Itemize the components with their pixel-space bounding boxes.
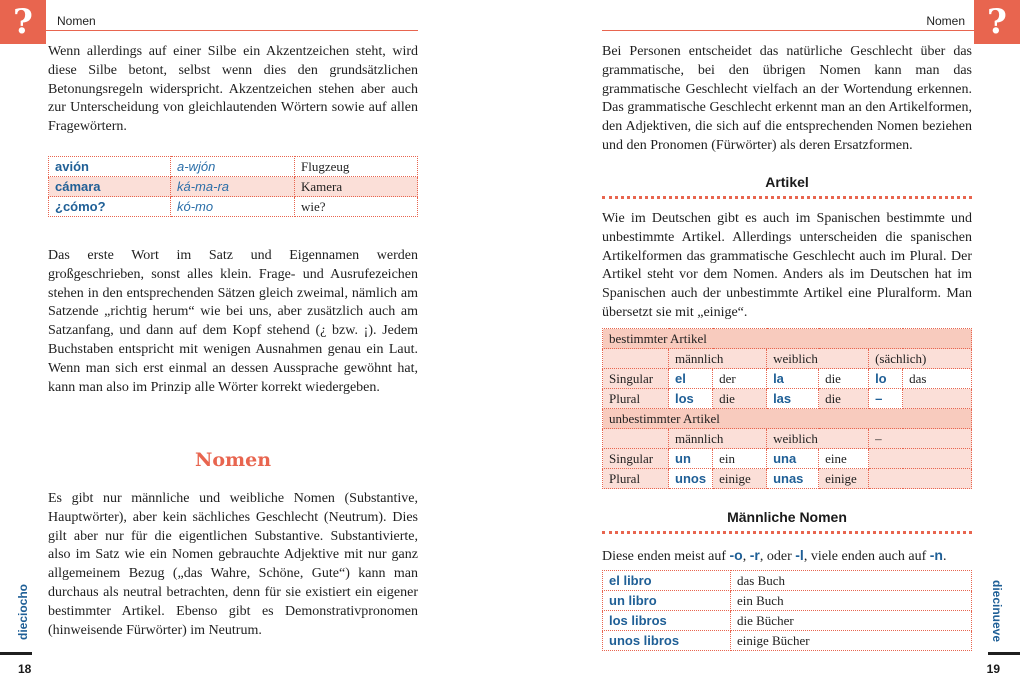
definite-article-label: bestimmter Artikel: [603, 329, 972, 349]
row-label: Plural: [603, 389, 669, 409]
neuter-cell: [869, 469, 972, 489]
empty-cell: [603, 429, 669, 449]
intro-text: , oder: [759, 549, 796, 564]
table-row: [49, 197, 418, 217]
table-row: [603, 429, 972, 449]
spanish-example: los libros: [603, 611, 731, 631]
header-rule: [602, 30, 974, 31]
german-word: Flugzeug: [295, 157, 418, 177]
spanish-article: un: [669, 449, 713, 469]
ending-r: -r: [749, 547, 760, 563]
table-row: [603, 389, 972, 409]
table-row: [603, 449, 972, 469]
german-article: das: [903, 369, 972, 389]
table-row: [603, 329, 972, 349]
dotted-rule: [602, 531, 972, 534]
spanish-word: avión: [49, 157, 171, 177]
spanish-article: unas: [767, 469, 819, 489]
german-article: eine: [819, 449, 869, 469]
row-label: Singular: [603, 449, 669, 469]
ending-o: -o: [729, 547, 743, 563]
empty-cell: [603, 349, 669, 369]
intro-text: .: [942, 549, 947, 564]
spanish-article: –: [869, 389, 903, 409]
dotted-rule: [602, 196, 972, 199]
right-page: [510, 0, 1020, 696]
spanish-example: unos libros: [603, 631, 731, 651]
german-article: die: [819, 369, 869, 389]
spanish-word: cámara: [49, 177, 171, 197]
table-row: [603, 571, 972, 591]
indefinite-article-label: unbestimmter Artikel: [603, 409, 972, 429]
header-rule: [46, 30, 418, 31]
pronunciation: ká-ma-ra: [171, 177, 295, 197]
table-row: [603, 349, 972, 369]
page-number: 19: [986, 662, 1000, 676]
spanish-article: la: [767, 369, 819, 389]
german-article: die: [819, 389, 869, 409]
masculine-intro: [602, 546, 972, 567]
spanish-article: los: [669, 389, 713, 409]
ending-l: -l: [795, 547, 804, 563]
spanish-article: el: [669, 369, 713, 389]
column-header: –: [869, 429, 972, 449]
german-article: einige: [713, 469, 767, 489]
ending-n: -n: [929, 547, 943, 563]
intro-text: , viele enden auch auf: [803, 549, 930, 564]
row-label: Plural: [603, 469, 669, 489]
article-table: [602, 328, 972, 489]
table-row: [603, 611, 972, 631]
table-row: [603, 631, 972, 651]
german-example: das Buch: [731, 571, 972, 591]
running-head: Nomen: [926, 14, 965, 28]
column-header: weiblich: [767, 429, 869, 449]
spanish-article: las: [767, 389, 819, 409]
row-label: Singular: [603, 369, 669, 389]
artikel-paragraph: Wie im Deutschen gibt es auch im Spanischen bestimmte und unbestimmte Artikel. Allerdings unterscheiden die spanischen Artikelformen das grammatische Geschlecht auch im Plural. Der Artikel steht vor dem Nomen. Anders als im Deutschen hat im Spanischen auch der unbestimmte Artikel eine Pluralform. Man übersetzt sie mit „einige“.: [602, 211, 972, 320]
table-row: [603, 591, 972, 611]
german-word: wie?: [295, 197, 418, 217]
pronunciation: kó-mo: [171, 197, 295, 217]
table-row: [603, 369, 972, 389]
german-article: der: [713, 369, 767, 389]
footer-rule: [0, 652, 32, 655]
spanish-article: unos: [669, 469, 713, 489]
intro-paragraph: Wenn allerdings auf einer Silbe ein Akzentzeichen steht, wird diese Silbe betont, selbst wenn dies den grundsätzlichen Betonungsregeln widerspricht. Akzentzeichen stehen aber auch zur Unterscheidung von gleichlautenden Wörtern sowie auf allen Fragewörtern.: [48, 44, 418, 135]
section-heading: Nomen: [194, 449, 272, 471]
gender-paragraph: Bei Personen entscheidet das natürliche Geschlecht über das grammatische, bei den übrigen Nomen kann man das grammatische Geschlecht vielfach an der Wortendung erkennen. Das grammatische Geschlecht erkennt man an den Artikelformen, den Adjektiven, die sich auf die entsprechenden Nomen beziehen und den Pronomen (Fürwörter) als deren Ersatzformen.: [602, 44, 972, 153]
spanish-example: el libro: [603, 571, 731, 591]
intro-text: Diese enden meist auf: [602, 549, 730, 564]
column-header: männlich: [669, 429, 767, 449]
table-row: [49, 157, 418, 177]
page-number: 18: [18, 662, 32, 676]
table-row: [49, 177, 418, 197]
german-article: [903, 389, 972, 409]
capitalization-paragraph: Das erste Wort im Satz und Eigennamen werden großgeschrieben, sonst alles klein. Frage- und Ausrufezeichen stehen in den entsprechenden Sätzen gleich zweimal, nämlich am Satzende „richtig herum“ wie bei uns, aber zusätzlich auch am Satzanfang, und dann auf dem Kopf stehend (¿ bzw. ¡). Jedem Buchstaben entspricht mit wenigen Ausnahmen genau ein Laut. Wenn man sich erst einmal an dessen Aussprache gewöhnt hat, kann man also im Prinzip alle Wörter korrekt wiedergeben.: [48, 248, 418, 395]
artikel-heading: Artikel: [765, 174, 809, 190]
german-word: Kamera: [295, 177, 418, 197]
pronunciation: a-wjón: [171, 157, 295, 177]
nomen-paragraph: Es gibt nur männliche und weibliche Nomen (Substantive, Hauptwörter), aber kein sächliches Geschlecht (Neutrum). Dies gilt aber nur für die eigentlichen Substantive. Substantivierte, also im Satz wie ein Nomen gebrauchte Adjektive mit nur ganz allgemeinem Bezug („das Wahre, Schöne, Gute“) kann man durchaus als neutral betrachten, denn für sie existiert ein eigener bestimmter Artikel. Ebenso gibt es Demonstrativpronomen (hinweisende Fürwörter) im Neutrum.: [48, 491, 418, 638]
german-example: ein Buch: [731, 591, 972, 611]
german-article: einige: [819, 469, 869, 489]
masculine-examples-table: [602, 570, 972, 651]
table-row: [603, 409, 972, 429]
table-row: [603, 469, 972, 489]
question-mark-icon: ?: [0, 0, 46, 44]
german-example: die Bücher: [731, 611, 972, 631]
neuter-cell: [869, 449, 972, 469]
column-header: männlich: [669, 349, 767, 369]
german-article: ein: [713, 449, 767, 469]
footer-rule: [988, 652, 1020, 655]
column-header: weiblich: [767, 349, 869, 369]
german-article: die: [713, 389, 767, 409]
running-head: Nomen: [57, 14, 96, 28]
intro-text: ,: [742, 549, 750, 564]
german-example: einige Bücher: [731, 631, 972, 651]
side-tab: dieciocho: [16, 583, 30, 640]
accent-table: [48, 156, 418, 217]
side-tab: diecinueve: [990, 580, 1004, 643]
column-header: (sächlich): [869, 349, 972, 369]
spanish-word: ¿cómo?: [49, 197, 171, 217]
question-mark-icon: ?: [974, 0, 1020, 44]
masculine-nouns-heading: Männliche Nomen: [727, 509, 847, 525]
spanish-example: un libro: [603, 591, 731, 611]
spanish-article: una: [767, 449, 819, 469]
spanish-article: lo: [869, 369, 903, 389]
